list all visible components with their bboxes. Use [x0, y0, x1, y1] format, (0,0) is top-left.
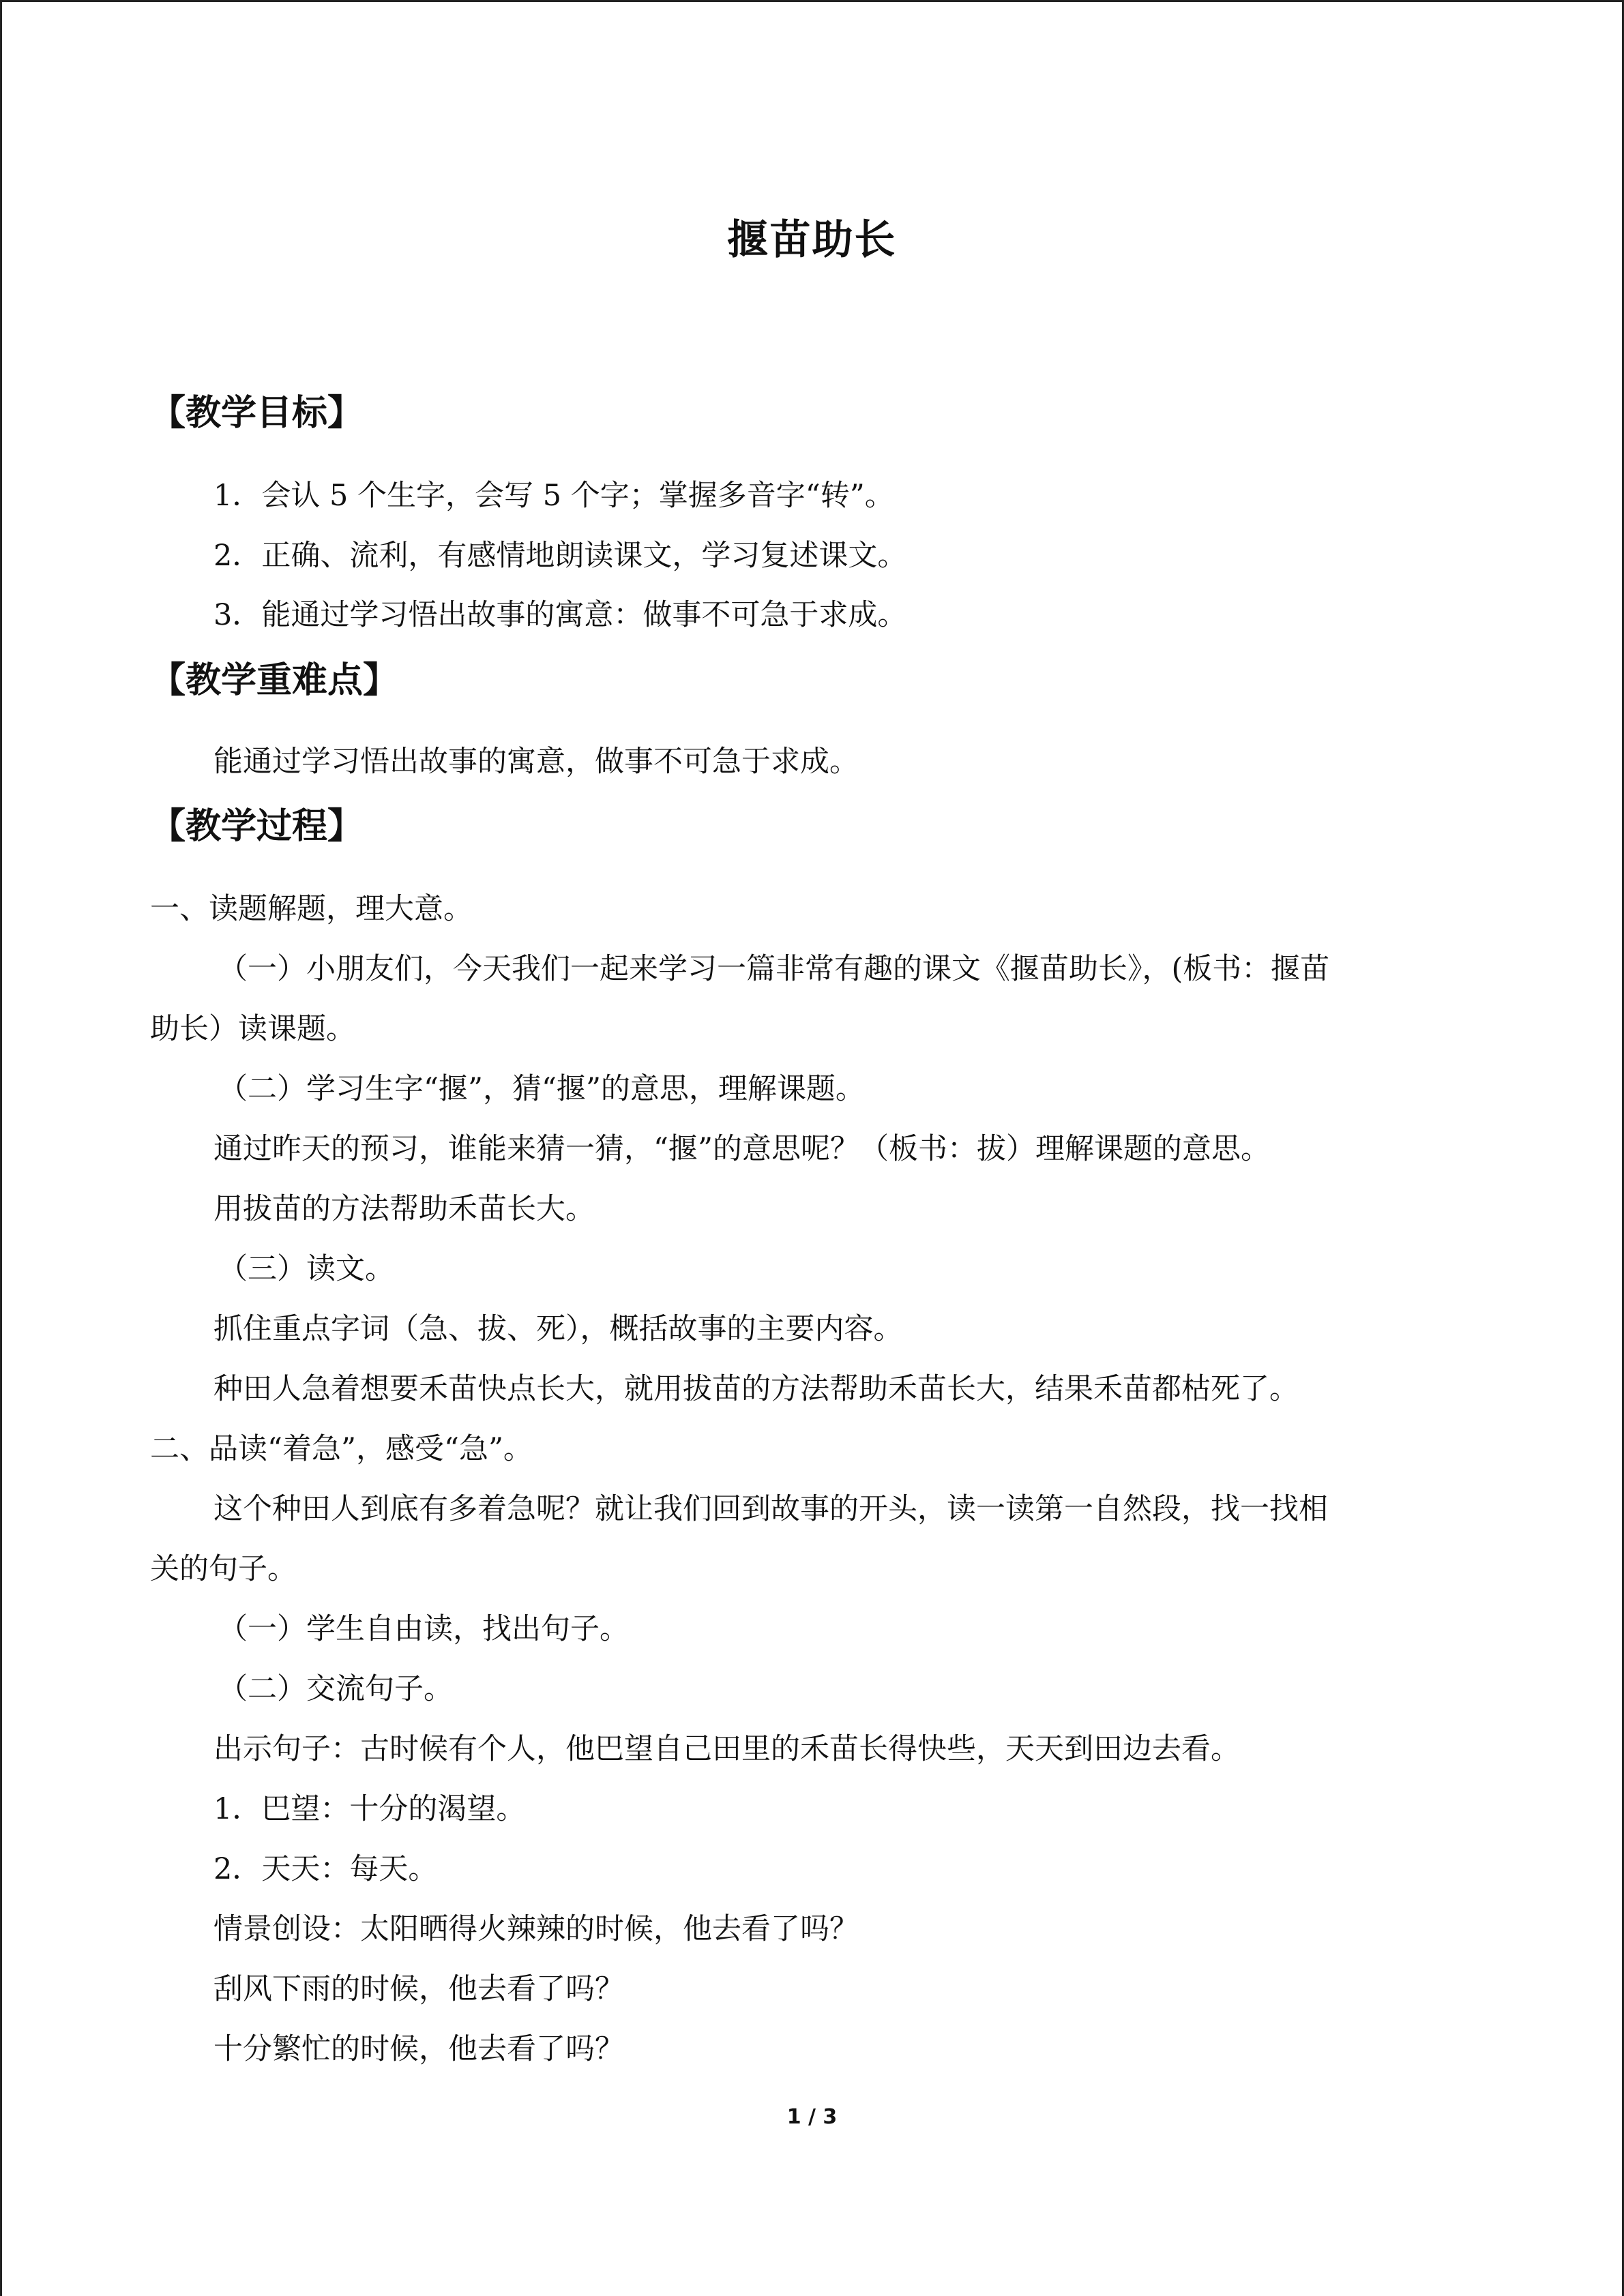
process-line: 种田人急着想要禾苗快点长大，就用拔苗的方法帮助禾苗长大，结果禾苗都枯死了。: [213, 1372, 1299, 1406]
page-number: 1 / 3: [786, 2105, 838, 2129]
process-line: （二）交流句子。: [218, 1672, 453, 1706]
page-border-left: [0, 0, 2, 2296]
key-points-heading: 【教学重难点】: [150, 660, 399, 701]
objective-item-2: 2．正确、流利，有感情地朗读课文，学习复述课文。: [213, 539, 907, 573]
process-line: 2．天天：每天。: [213, 1852, 438, 1886]
process-line: 情景创设：太阳晒得火辣辣的时候，他去看了吗？: [213, 1912, 859, 1946]
process-line: 通过昨天的预习，谁能来猜一猜，“揠”的意思呢？（板书：拔）理解课题的意思。: [213, 1132, 1270, 1166]
process-line: 关的句子。: [150, 1552, 297, 1586]
process-line: 十分繁忙的时候，他去看了吗？: [213, 2032, 624, 2066]
page-border-top: [0, 0, 1624, 2]
process-line: 用拔苗的方法帮助禾苗长大。: [213, 1192, 595, 1226]
process-heading: 【教学过程】: [150, 806, 364, 847]
objective-item-1: 1．会认 5 个生字，会写 5 个字；掌握多音字“转”。: [213, 479, 894, 513]
process-line: 助长）读课题。: [150, 1012, 355, 1046]
process-line: （三）读文。: [218, 1252, 394, 1286]
objectives-heading: 【教学目标】: [150, 393, 364, 434]
process-line: （一）学生自由读，找出句子。: [218, 1612, 629, 1646]
objective-item-3: 3．能通过学习悟出故事的寓意：做事不可急于求成。: [213, 598, 907, 632]
process-line: （二）学习生字“揠”，猜“揠”的意思，理解课题。: [218, 1072, 865, 1106]
process-line: 一、读题解题，理大意。: [150, 892, 473, 926]
page-title: 揠苗助长: [727, 216, 897, 264]
process-line: 抓住重点字词（急、拔、死），概括故事的主要内容。: [213, 1312, 903, 1346]
process-line: 出示句子：古时候有个人，他巴望自己田里的禾苗长得快些，天天到田边去看。: [213, 1732, 1240, 1766]
process-line: （一）小朋友们，今天我们一起来学习一篇非常有趣的课文《揠苗助长》，(板书：揠苗: [218, 952, 1330, 986]
process-line: 二、品读“着急”，感受“急”。: [150, 1432, 533, 1466]
process-line: 1．巴望：十分的渴望。: [213, 1792, 526, 1826]
process-line: 刮风下雨的时候，他去看了吗？: [213, 1972, 624, 2006]
key-points-text: 能通过学习悟出故事的寓意，做事不可急于求成。: [213, 745, 859, 779]
process-line: 这个种田人到底有多着急呢？就让我们回到故事的开头，读一读第一自然段，找一找相: [213, 1492, 1328, 1526]
